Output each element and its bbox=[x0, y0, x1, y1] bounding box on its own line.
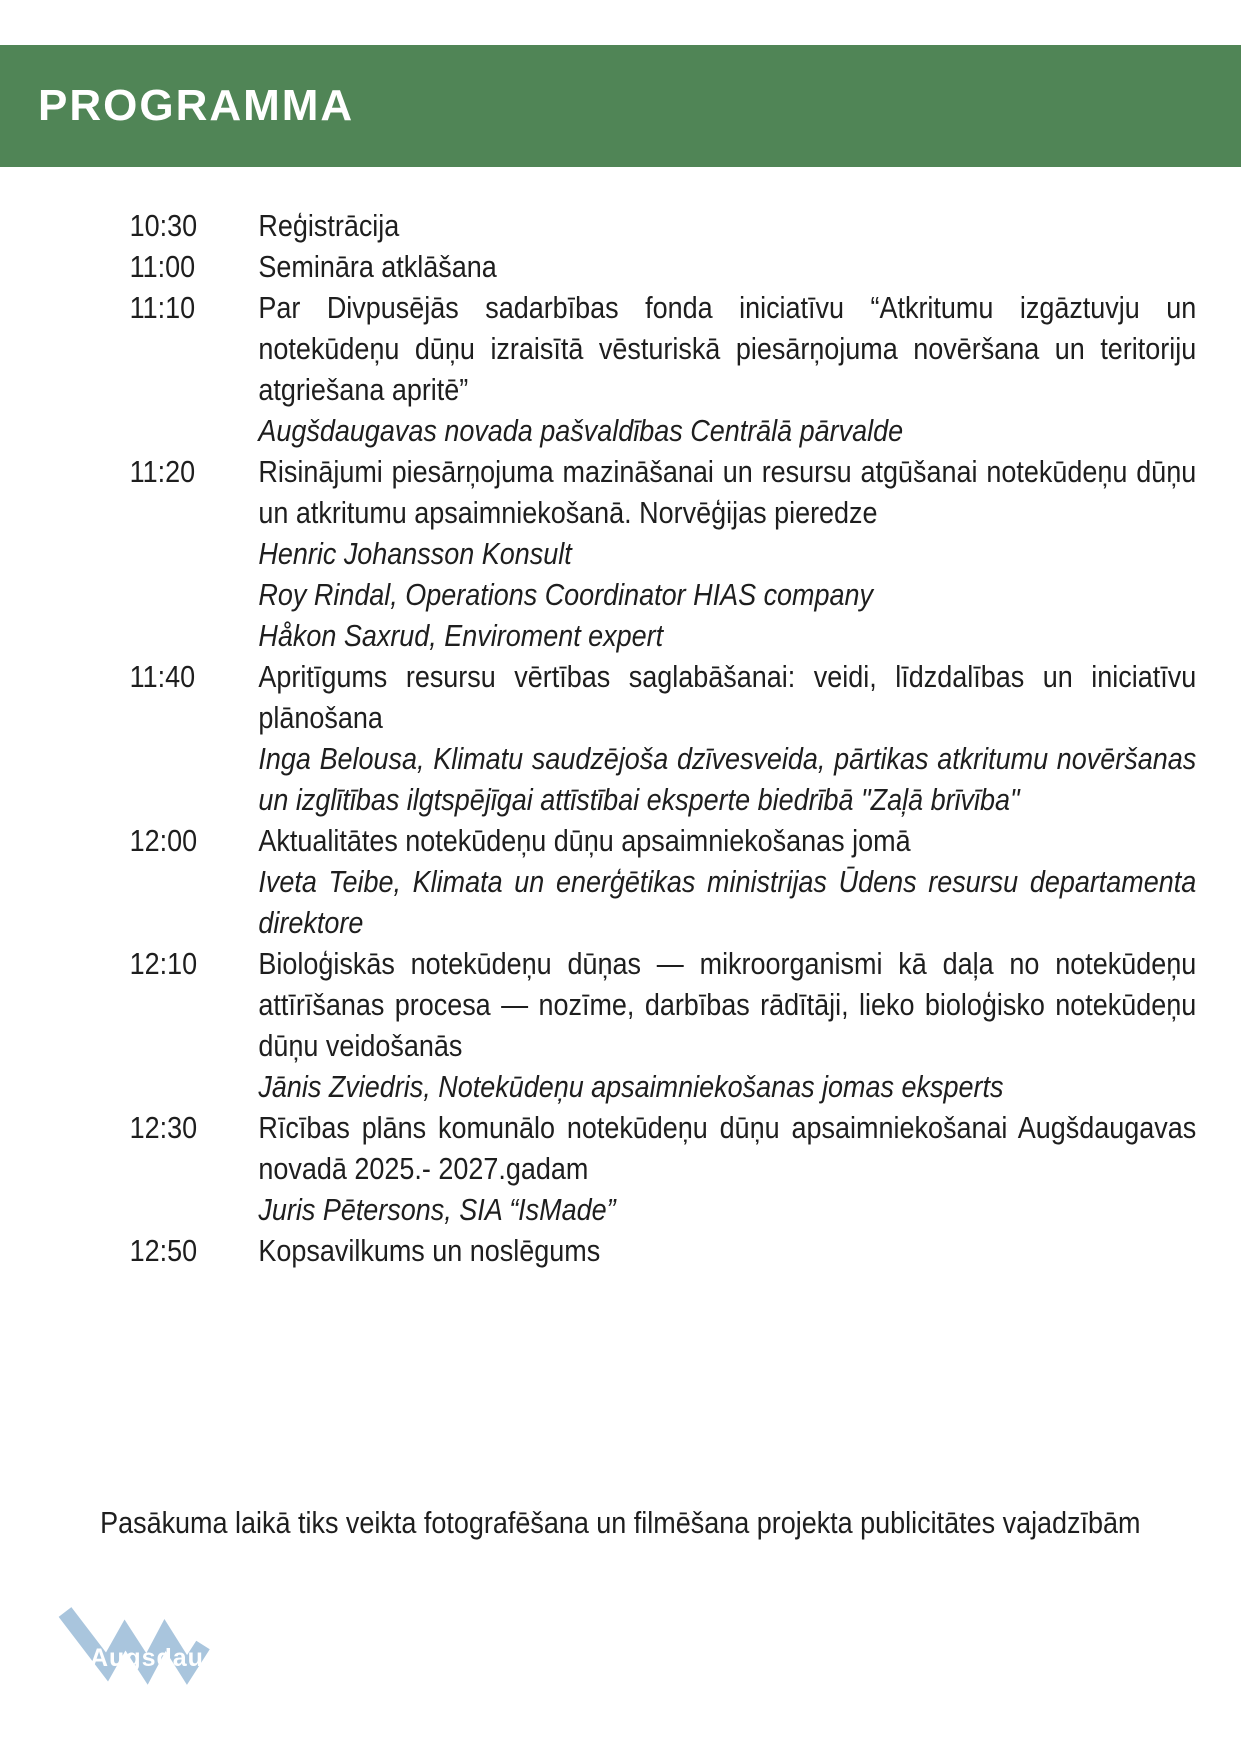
agenda-title: Apritīgums resursu vērtības saglabāšanai: veidi, līdzdalības un iniciatīvu plānošana bbox=[258, 659, 1197, 735]
logo-text: Augsdau bbox=[90, 1644, 204, 1672]
agenda-content bbox=[258, 1107, 1196, 1230]
agenda-content bbox=[258, 943, 1196, 1107]
agenda-title: Kopsavilkums un noslēgums bbox=[258, 1233, 601, 1268]
page-title: PROGRAMMA bbox=[38, 81, 355, 130]
agenda-content bbox=[258, 451, 1196, 656]
agenda-content bbox=[258, 246, 1196, 287]
agenda-title: Reģistrācija bbox=[258, 208, 400, 243]
agenda-title: Rīcības plāns komunālo notekūdeņu dūņu apsaimniekošanai Augšdaugavas novadā 2025.- 2027.gadam bbox=[258, 1110, 1197, 1186]
agenda-list bbox=[130, 205, 1197, 1271]
agenda-row bbox=[130, 943, 1197, 1107]
agenda-speaker: Henric Johansson Konsult bbox=[258, 536, 572, 571]
agenda-speaker: Inga Belousa, Klimatu saudzējoša dzīvesveida, pārtikas atkritumu novēršanas un izglītības ilgtspējīgai attīstībai eksperte biedrībā "Zaļā brīvība" bbox=[258, 741, 1197, 817]
agenda-row bbox=[130, 1230, 1197, 1271]
agenda-content bbox=[258, 656, 1196, 820]
agenda-speaker: Jānis Zviedris, Notekūdeņu apsaimniekošanas jomas eksperts bbox=[258, 1069, 1004, 1104]
agenda-content bbox=[258, 1230, 1196, 1271]
agenda-time: 10:30 bbox=[129, 208, 198, 243]
agenda-title: Bioloģiskās notekūdeņu dūņas — mikroorganismi kā daļa no notekūdeņu attīrīšanas procesa — nozīme, darbības rādītāji, lieko bioloģisko notekūdeņu dūņu veidošanās bbox=[258, 946, 1197, 1063]
agenda-time: 11:10 bbox=[129, 290, 196, 325]
agenda-time: 12:50 bbox=[129, 1233, 198, 1268]
agenda-row bbox=[130, 656, 1197, 820]
agenda-speaker: Augšdaugavas novada pašvaldības Centrālā pārvalde bbox=[258, 413, 904, 448]
agenda-time: 12:30 bbox=[129, 1110, 198, 1145]
agenda-speaker: Håkon Saxrud, Enviroment expert bbox=[258, 618, 664, 653]
agenda-content bbox=[258, 205, 1196, 246]
agenda-time: 11:40 bbox=[129, 659, 196, 694]
agenda-row bbox=[130, 820, 1197, 943]
agenda-title: Semināra atklāšana bbox=[258, 249, 497, 284]
agenda-row bbox=[130, 1107, 1197, 1230]
agenda-content bbox=[258, 287, 1196, 451]
agenda-time: 12:00 bbox=[129, 823, 198, 858]
agenda-title: Risinājumi piesārņojuma mazināšanai un resursu atgūšanai notekūdeņu dūņu un atkritumu apsaimniekošanā. Norvēģijas pieredze bbox=[258, 454, 1197, 530]
agenda-title: Par Divpusējās sadarbības fonda iniciatīvu “Atkritumu izgāztuvju un notekūdeņu dūņu izraisītā vēsturiskā piesārņojuma novēršana un teritoriju atgriešana apritē” bbox=[258, 290, 1197, 407]
agenda-content bbox=[258, 820, 1196, 943]
agenda-time: 11:20 bbox=[129, 454, 196, 489]
agenda-speaker: Iveta Teibe, Klimata un enerģētikas ministrijas Ūdens resursu departamenta direktore bbox=[258, 864, 1197, 940]
agenda-speaker: Juris Pētersons, SIA “IsMade” bbox=[258, 1192, 616, 1227]
agenda-time: 11:00 bbox=[129, 249, 196, 284]
agenda-time: 12:10 bbox=[129, 946, 198, 981]
agenda-row bbox=[130, 451, 1197, 656]
agenda-row bbox=[130, 287, 1197, 451]
photography-notice: Pasākuma laikā tiks veikta fotografēšana un filmēšana projekta publicitātes vajadzībām bbox=[100, 1505, 1141, 1540]
agenda-title: Aktualitātes notekūdeņu dūņu apsaimniekošanas jomā bbox=[258, 823, 911, 858]
agenda-speaker: Roy Rindal, Operations Coordinator HIAS company bbox=[258, 577, 874, 612]
municipality-logo bbox=[50, 1602, 220, 1702]
agenda-row bbox=[130, 205, 1197, 246]
agenda-row bbox=[130, 246, 1197, 287]
